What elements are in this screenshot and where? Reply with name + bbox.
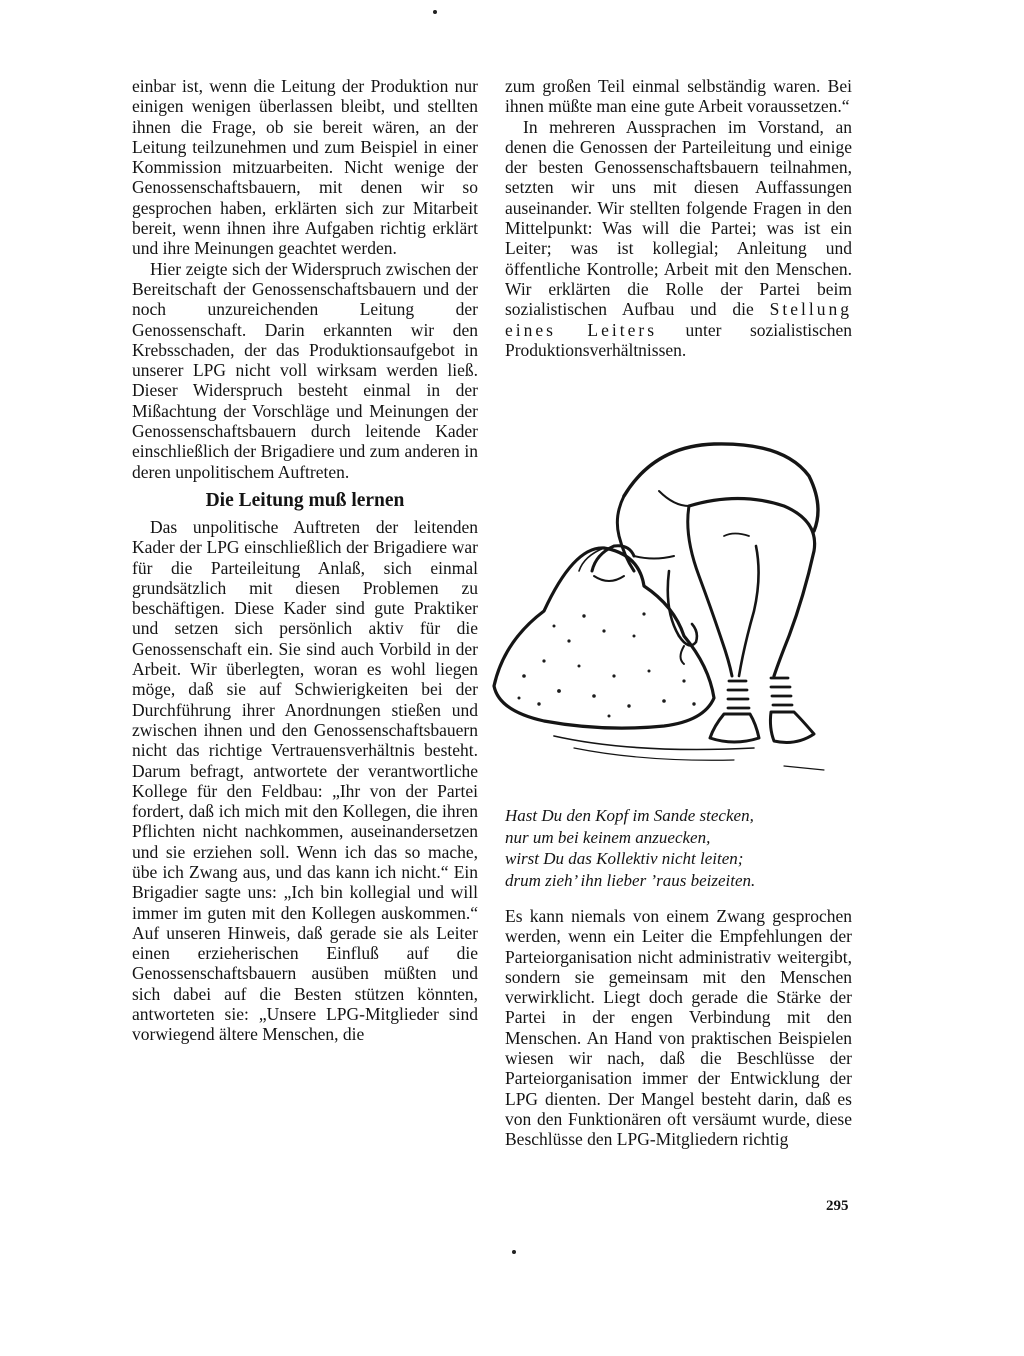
right-paragraph-2-start: In mehreren Aussprachen im Vorstand, an denen die Genossen der Parteileitung und einige der besten Genossenschaftsbauern teilnahmen, setzten wir uns mit diesen Auffassungen auseinander. Wir stellten folgende Fragen in den Mittelpunkt: Was will die Partei; was ist ein Leiter; was ist kollegial; Anleitung und öffentliche Kontrolle; Arbeit mit den Menschen. Wir erklärten die Rolle der Partei beim sozialistischen Aufbau und die (505, 116, 852, 320)
right-paragraph-2 (505, 117, 852, 361)
right-column-lower (505, 906, 852, 1150)
caption-line: wirst Du das Kollektiv nicht leiten; (505, 849, 744, 868)
section-heading: Die Leitung muß lernen (205, 489, 405, 511)
left-column (132, 76, 478, 1045)
right-paragraph-2-end: unter sozialistischen Produktionsverhältnissen. (505, 319, 853, 360)
scan-speck (433, 10, 437, 14)
scan-speck (512, 1250, 516, 1254)
page-number: 295 (826, 1198, 849, 1214)
illustration-caption (505, 805, 845, 891)
left-paragraph-1: einbar ist, wenn die Leitung der Produktion nur einigen wenigen überlassen bleibt, und stellten ihnen die Frage, ob sie bereit wären, an der Leitung teilzunehmen und zum Beispiel in einer Kommission mitzuarbeiten. Nicht wenige der Genossenschaftsbauern, mit denen wir so gesprochen haben, erklärten sich zur Mitarbeit bereit, wenn ihnen ihre Aufgaben richtig erklärt und ihre Meinungen geachtet werden. (132, 76, 478, 259)
left-paragraph-2: Hier zeigte sich der Widerspruch zwischen der Bereitschaft der Genossenschaftsbauern und der noch unzureichenden Leitung der Genossenschaft. Darin erkannten wir den Krebsschaden, der das Produktionsaufgebot in unserer LPG nicht voll wirksam werden ließ. Dieser Widerspruch besteht einmal in der Mißachtung der Vorschläge und Meinungen der Genossenschaftsbauern durch leitende Kader einschließlich der Brigadiere und zum anderen in deren unpolitischem Auftreten. (132, 258, 478, 482)
spaced-emphasis: Stellung eines Leiters (505, 299, 852, 340)
right-column-upper (505, 76, 852, 360)
caption-line: nur um bei keinem anzuecken, (505, 827, 711, 847)
right-paragraph-3: Es kann niemals von einem Zwang gesprochen werden, wenn ein Leiter die Empfehlungen der Parteiorganisation nicht administrativ weitergibt, sondern sie gemeinsam mit den Menschen verwirklicht. Liegt doch gerade die Stärke der Partei in der engen Verbindung mit den Menschen. An Hand von praktischen Beispielen wiesen wir nach, daß die Beschlüsse der Parteiorganisation immer der Entwicklung der LPG dienten. Der Mangel besteht darin, daß es von den Funktionären oft versäumt wurde, diese Beschlüsse den LPG-Mitgliedern richtig (505, 906, 852, 1150)
left-paragraph-3: Das unpolitische Auftreten der leitenden Kader der LPG einschließlich der Brigadiere war für die Parteileitung Anlaß, sich einmal grundsätzlich mit diesen Problemen zu beschäftigen. Diese Kader sind gute Praktiker und setzen sich persönlich aktiv für die Genossenschaft ein. Sie sind auch Vorbild in der Arbeit. Wir überlegten, woran es wohl liegen möge, daß sie auf Schwierigkeiten bei der Durchführung ihrer Anordnungen stießen und zwischen ihnen und den Genossenschaftsbauern nicht das richtige Vertrauensverhältnis besteht. Darum befragt, antwortete der verantwortliche Kollege für den Feldbau: „Ihr von der Partei fordert, daß ich mich mit den Kollegen, die ihren Pflichten nicht nachkommen, auseinandersetzen und sie erziehen soll. Wenn ich das so mache, übe ich Zwang aus, und das kann ich nicht.“ Ein Brigadier sagte uns: „Ich bin kollegial und will immer im guten mit den Kollegen auskommen.“ Auf unseren Hinweis, daß gerade sie als Leiter einen erzieherischen Einfluß auf die Genossenschaftsbauern ausüben müßten und sich dabei auf die Besten stützen könnten, antworteten sie: „Unsere LPG-Mitglieder sind vorwiegend ältere Menschen, die (132, 516, 478, 1045)
man-head-in-sand-illustration (484, 436, 854, 776)
caption-line: Hast Du den Kopf im Sande stecken, (505, 806, 754, 825)
caption-line: drum zieh’ ihn lieber ’raus beizeiten. (505, 870, 756, 890)
right-paragraph-1: zum großen Teil einmal selbständig waren. Bei ihnen müßte man eine gute Arbeit voraussetzen.“ (505, 76, 852, 117)
